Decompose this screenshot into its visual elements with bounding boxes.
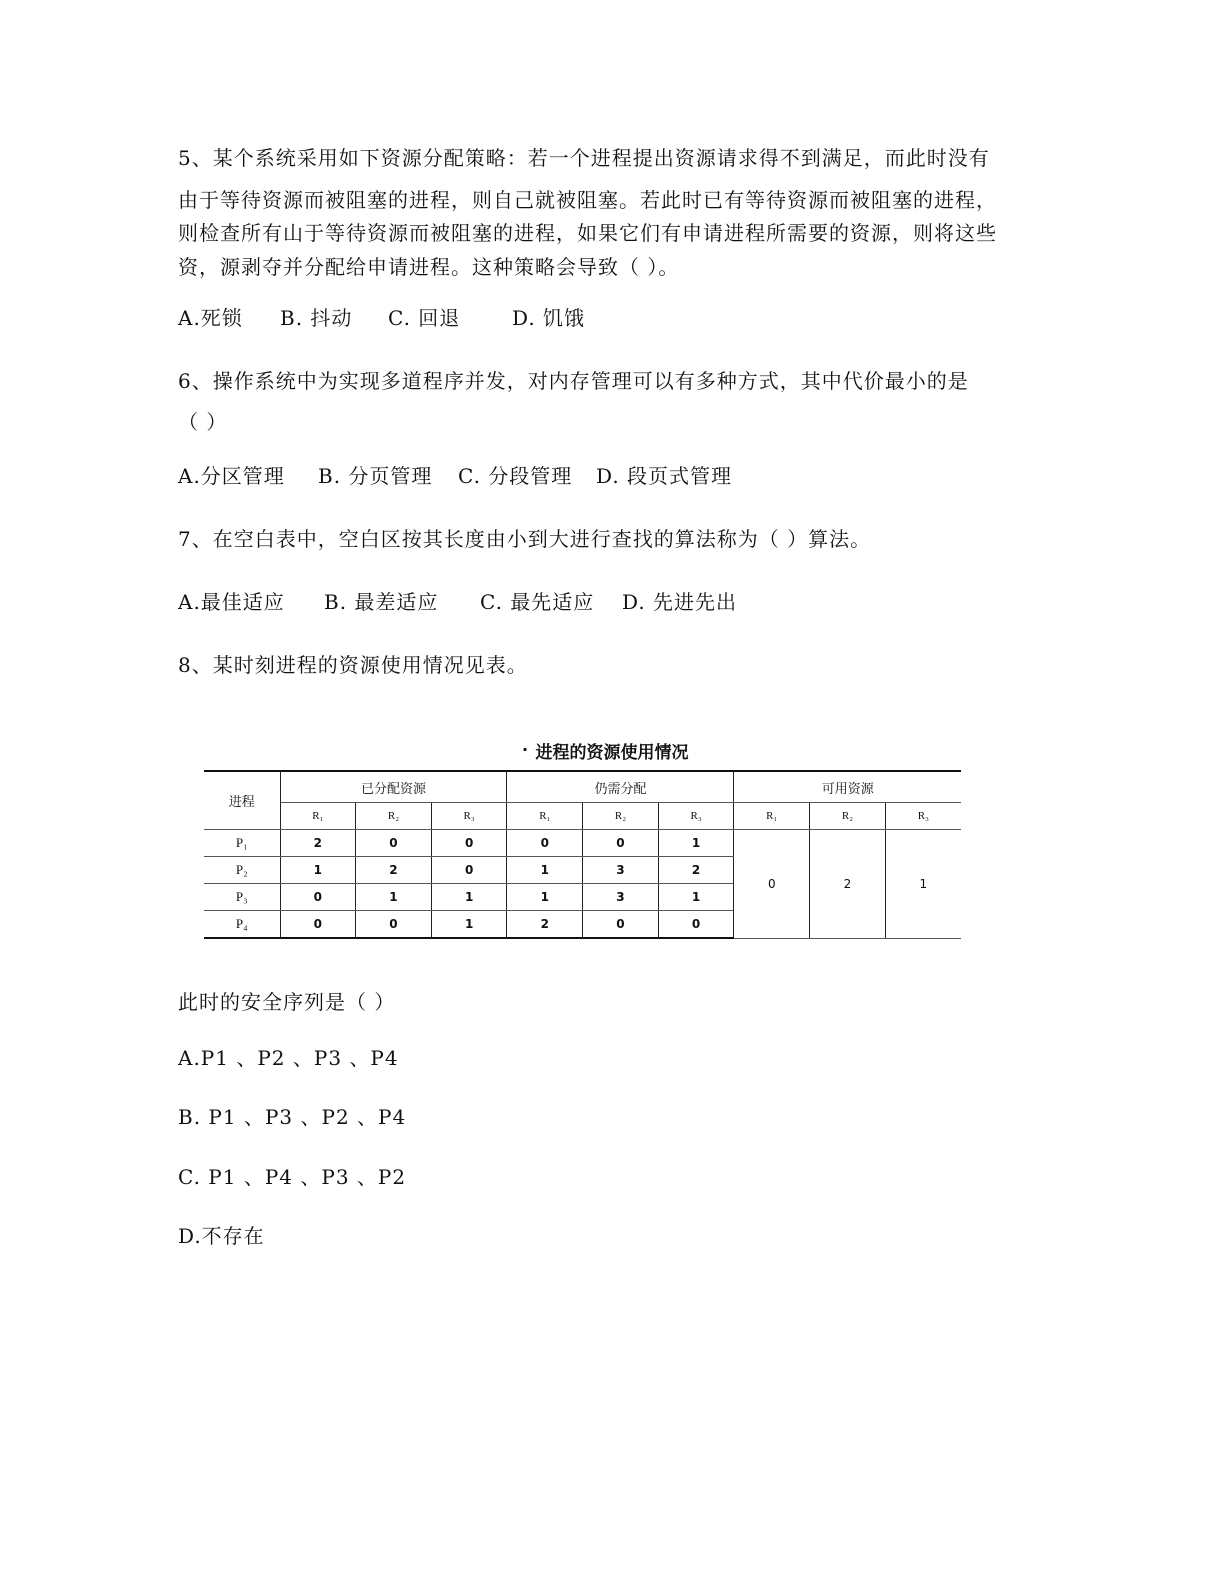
- available-header: 可用资源: [734, 771, 961, 803]
- need-cell: 1: [658, 884, 734, 911]
- sub-header: R₁: [507, 803, 583, 830]
- q5-line-4: 资，源剥夺并分配给申请进程。这种策略会导致（ ）。: [178, 255, 680, 279]
- process-cell: P₁: [204, 830, 280, 857]
- allocated-cell: 0: [356, 830, 432, 857]
- need-cell: 1: [507, 857, 583, 884]
- q8-option-d: D.不存在: [178, 1224, 265, 1248]
- sub-header: R₁: [280, 803, 356, 830]
- need-cell: 0: [658, 911, 734, 939]
- q6-line-1: 6、操作系统中为实现多道程序并发，对内存管理可以有多种方式，其中代价最小的是: [178, 369, 969, 393]
- q7-option-c: C. 最先适应: [480, 590, 595, 614]
- table-title: 进程的资源使用情况: [535, 743, 689, 763]
- q6-option-c: C. 分段管理: [458, 464, 573, 488]
- need-cell: 1: [507, 884, 583, 911]
- q7-option-d: D. 先进先出: [622, 590, 738, 614]
- sub-header: R₂: [583, 803, 659, 830]
- allocated-header: 已分配资源: [280, 771, 507, 803]
- q7-option-a: A.最佳适应: [178, 590, 285, 614]
- q5-line-1: 5、某个系统采用如下资源分配策略：若一个进程提出资源请求得不到满足，而此时没有: [178, 146, 990, 170]
- q7-option-b: B. 最差适应: [324, 590, 439, 614]
- process-header: 进程: [204, 771, 280, 830]
- sub-header: R₃: [885, 803, 961, 830]
- q8-intro: 8、某时刻进程的资源使用情况见表。: [178, 653, 528, 677]
- allocated-cell: 0: [431, 830, 507, 857]
- q5-line-2: 由于等待资源而被阻塞的进程，则自己就被阻塞。若此时已有等待资源而被阻塞的进程，: [178, 188, 997, 212]
- allocated-cell: 0: [356, 911, 432, 939]
- q8-question: 此时的安全序列是（ ）: [178, 990, 396, 1014]
- allocated-cell: 2: [356, 857, 432, 884]
- sub-header: R₂: [810, 803, 886, 830]
- q7-line-1: 7、在空白表中，空白区按其长度由小到大进行查找的算法称为（ ）算法。: [178, 527, 872, 551]
- allocated-cell: 1: [431, 911, 507, 939]
- need-cell: 3: [583, 857, 659, 884]
- available-r3: 1: [885, 830, 961, 939]
- table-title-dot: ·: [522, 740, 529, 759]
- need-header: 仍需分配: [507, 771, 734, 803]
- available-r1: 0: [734, 830, 810, 939]
- allocated-cell: 0: [431, 857, 507, 884]
- allocated-cell: 0: [280, 911, 356, 939]
- process-cell: P₂: [204, 857, 280, 884]
- q5-option-c: C. 回退: [388, 306, 461, 330]
- q5-option-d: D. 饥饿: [512, 306, 586, 330]
- allocated-cell: 1: [356, 884, 432, 911]
- q8-option-a: A.P1 、P2 、P3 、P4: [178, 1046, 399, 1070]
- need-cell: 3: [583, 884, 659, 911]
- q8-option-c: C. P1 、P4 、P3 、P2: [178, 1165, 407, 1189]
- need-cell: 0: [583, 830, 659, 857]
- allocated-cell: 1: [280, 857, 356, 884]
- resource-table: [204, 770, 961, 939]
- available-r2: 2: [810, 830, 886, 939]
- q8-option-b: B. P1 、P3 、P2 、P4: [178, 1105, 407, 1129]
- allocated-cell: 1: [431, 884, 507, 911]
- q5-line-3: 则检查所有山于等待资源而被阻塞的进程，如果它们有申请进程所需要的资源，则将这些: [178, 221, 997, 245]
- sub-header: R₃: [431, 803, 507, 830]
- process-cell: P₃: [204, 884, 280, 911]
- need-cell: 0: [507, 830, 583, 857]
- allocated-cell: 2: [280, 830, 356, 857]
- need-cell: 0: [583, 911, 659, 939]
- q5-option-b: B. 抖动: [280, 306, 353, 330]
- sub-header: R₁: [734, 803, 810, 830]
- q6-line-2: （ ）: [178, 410, 228, 434]
- q6-option-b: B. 分页管理: [318, 464, 433, 488]
- need-cell: 1: [658, 830, 734, 857]
- need-cell: 2: [658, 857, 734, 884]
- q5-option-a: A.死锁: [178, 306, 243, 330]
- q6-option-d: D. 段页式管理: [596, 464, 733, 488]
- sub-header: R₃: [658, 803, 734, 830]
- process-cell: P₄: [204, 911, 280, 939]
- q6-option-a: A.分区管理: [178, 464, 285, 488]
- sub-header: R₂: [356, 803, 432, 830]
- allocated-cell: 0: [280, 884, 356, 911]
- table-row: [204, 830, 961, 857]
- need-cell: 2: [507, 911, 583, 939]
